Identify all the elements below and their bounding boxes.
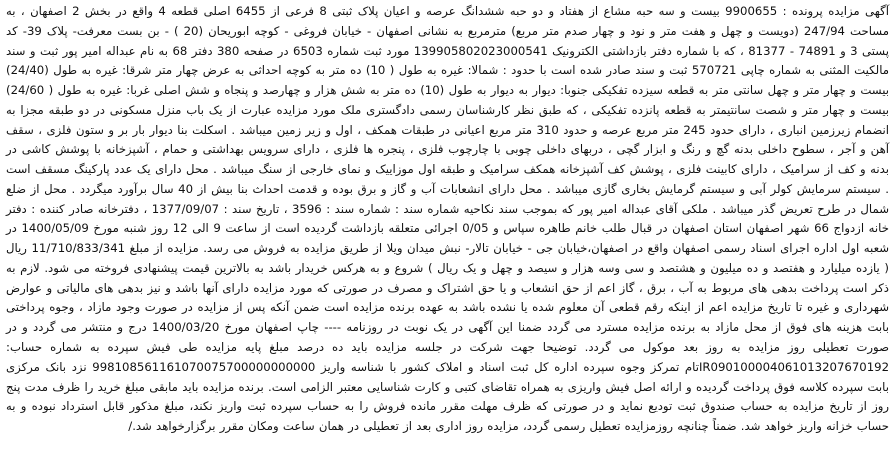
auction-notice-text: آگهی مزایده پرونده : 9900655 بیست و سه حبه مشاع از هفتاد و دو حبه ششدانگ عرصه و اعیان پلاک ثبتی 8 فرعی از 6455 اصلی قطعه 4 واقع در بخش 2 اصفهان ، به مساحت 247/94 (دویست و چهل و هفت متر و نود و چهار صدم متر مربع) مترمربع به نشانی اصفهان - خیابان فروغی - کوچه ابوریحان (20 ) - بن بست معرفت- پلاک 39- کد پستی 3 و 74891 - 81377 ، که با شماره دفتر بازداشتی الکترونیک 139905802023000541 مورد ثبت شماره 6503 در صفحه 380 دفتر 68 به نام عبداله امیر پور ثبت و سند مالکیت المثنی به شماره چاپی 570721 ثبت و سند صادر شده است با حدود : شمالا: غیره به طول ( 10) ده متر به کوچه احداثی به عرض چهار متر شرقا: غیره به طول (24/40) بیست و چهار متر و چهل سانتی متر به قطعه سیزده تفکیکی جنوبا: دیوار به دیوار به طول (10) ده متر به شش هزار و چهارصد و پنجاه و شش اصلی غربا: غیره به طول ( 24/60) بیست و چهار متر و شصت سانتیمتر به قطعه پانزده تفکیکی ، که طبق نظر کارشناسان رسمی دادگستری ملک مورد مزایده عبارت از یک باب منزل مسکونی در دو طبقه مجزا به انضمام زیرزمین انباری ، دارای حدود 245 متر مربع عرصه و حدود 310 متر مربع اعیانی در طبقات همکف ، اول و زیر زمین میباشد . اسکلت بنا دیوار بار بر و ستون فلزی ، سقف آهن و آجر ، سطوح داخلی بدنه گچ و رنگ و ابزار گچی ، دربهای داخلی چوبی با چارچوب فلزی ، پنجره ها فلزی ، دارای سرویس بهداشتی و حمام ، آشپزخانه با پوشش کاشی در بدنه و کف از سرامیک ، دارای کابینت فلزی ، پوشش کف آشپزخانه همکف سرامیک و طبقه اول موزاییک و نمای خارجی از سنگ میباشد . محل دارای یک عدد پارکینگ مسقف است . سیستم سرمایش کولر آبی و سیستم گرمایش بخاری گازی میباشد . محل دارای انشعابات آب و گاز و برق بوده و قدمت احداث بنا بیش از 40 سال برآورد میگردد . محل از ضلع شمال در طرح تعریض گذر میباشد . ملکی آقای عبداله امیر پور که بموجب سند نکاحیه شماره سند : شماره سند : 3596 ، تاریخ سند : 1377/09/07 ، دفترخانه صادر کننده : دفتر خانه ازدواج 66 شهر اصفهان استان اصفهان در قبال طلب خانم طاهره سپاس و 0/05 اجرائی متعلقه بازداشت گردیده است از ساعت 9 الی 12 روز شنبه مورخ 1400/05/09 در شعبه اول اداره اجرای اسناد رسمی اصفهان واقع در اصفهان،خیابان جی - خیابان تالار- نبش میدان ویلا از طریق مزایده به فروش می رسد. مزایده از مبلغ 11/710/833/341 ریال ( یازده میلیارد و هفتصد و ده میلیون و هشتصد و سی وسه هزار و سیصد و چهل و یک ریال ) شروع و به هرکس خریدار باشد به بالاترین قیمت پیشنهادی فروخته می شود. لازم به ذکر است پرداخت بدهی های مربوط به آب ، برق ، گاز اعم از حق انشعاب و یا حق اشتراک و مصرف در صورتی که مورد مزایده دارای آنها باشد و نیز بدهی های مالیاتی و عوارض شهرداری و غیره تا تاریخ مزایده اعم از اینکه رقم قطعی آن معلوم شده یا نشده باشد به عهده برنده مزایده است ضمن آنکه پس از مزایده در صورت وجود مازاد ، وجوه پرداختی بابت هزینه های فوق از محل مازاد به برنده مزایده مسترد می گردد ضمنا این آگهی در یک نوبت در روزنامه ---- چاپ اصفهان مورخ 1400/03/20 درج و منتشر می گردد و در صورت تعطیلی روز مزایده به روز بعد موکول می گردد. توضیحا جهت شرکت در جلسه مزایده باید ده درصد مبلغ پایه مزایده طی فیش سپرده به شماره حساب: IR090100004061013207670192تام تمرکز وجوه سپرده اداره کل ثبت اسناد و املاک کشور با شناسه واریز 998108561161070075700000000000 نزد بانک مرکزی بابت سپرده کلاسه فوق پرداخت گردیده و ارائه اصل فیش واریزی به همراه تقاضای کتبی و کارت شناسایی معتبر الزامی است. برنده مزایده باید مابقی مبلغ خرید را ظرف مدت پنج روز از تاریخ مزایده به حساب صندوق ثبت تودیع نماید و در صورتی که ظرف مهلت مقرر مانده فروش را به حساب سپرده ثبت واریز نکند، مبلغ مذکور قابل استرداد نبوده و به حساب خزانه واریز خواهد شد. ضمناً چنانچه روزمزایده تعطیل رسمی گردد، مزایده روز اداری بعد از تعطیلی در همان ساعت ومکان مقرر برگزارخواهد شد./ (6, 4, 890, 434)
